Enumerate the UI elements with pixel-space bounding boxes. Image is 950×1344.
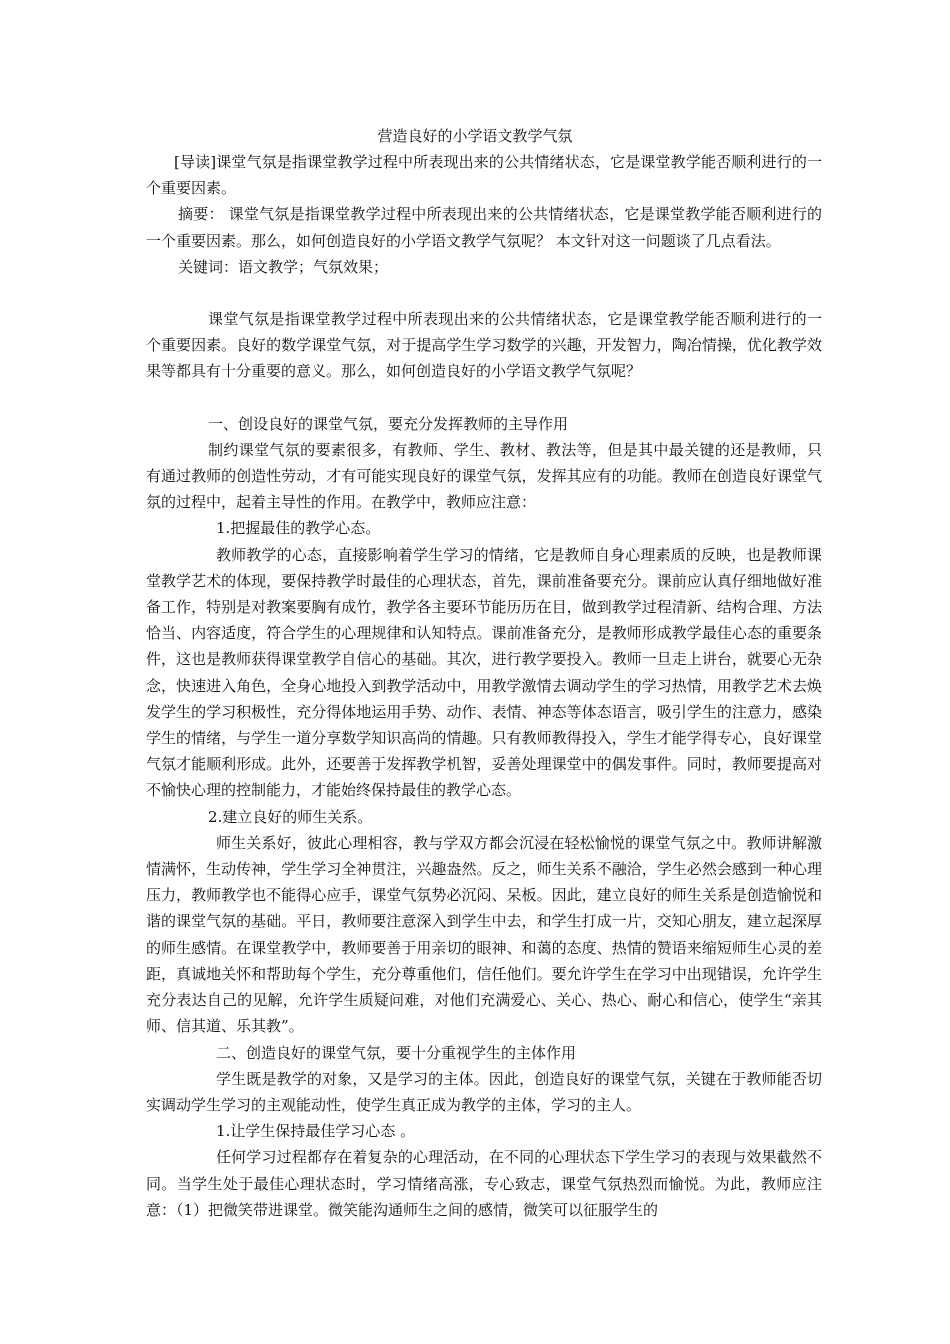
spacer xyxy=(146,385,822,411)
document-body xyxy=(146,149,822,1223)
spacer xyxy=(146,280,822,306)
intro-paragraph: 课堂气氛是指课堂教学过程中所表现出来的公共情绪状态，它是课堂教学能否顺利进行的一个重要因素。良好的数学课堂气氛，对于提高学生学习数学的兴趣，开发智力，陶冶情操，优化教学效果等都具有十分重要的意义。那么，如何创造良好的小学语文教学气氛呢？ xyxy=(146,310,822,381)
lead-paragraph: [导读]课堂气氛是指课堂教学过程中所表现出来的公共情绪状态，它是课堂教学能否顺利进行的一个重要因素。 xyxy=(146,153,822,198)
section-1-sub-2-heading: 2.建立良好的师生关系。 xyxy=(208,807,373,826)
abstract-paragraph: 摘要： 课堂气氛是指课堂教学过程中所表现出来的公共情绪状态，它是课堂教学能否顺利进行的一个重要因素。那么，如何创造良好的小学语文教学气氛呢？ 本文针对这一问题谈了几点看法。 xyxy=(146,205,822,250)
section-1-paragraph: 制约课堂气氛的要素很多，有教师、学生、教材、教法等，但是其中最关键的还是教师，只有通过教师的创造性劳动，才有可能实现良好的课堂气氛，发挥其应有的功能。教师在创造良好课堂气氛的过程中，起着主导性的作用。在教学中，教师应注意： xyxy=(146,440,822,512)
section-2-sub-1-heading: 1.让学生保持最佳学习心态 。 xyxy=(216,1122,416,1141)
section-1-heading: 一、创设良好的课堂气氛，要充分发挥教师的主导作用 xyxy=(208,414,569,433)
section-2-sub-1-paragraph: 任何学习过程都存在着复杂的心理活动，在不同的心理状态下学生学习的表现与效果截然不同。当学生处于最佳心理状态时，学习情绪高涨，专心致志，课堂气氛热烈而愉悦。为此，教师应注意：（1）把微笑带进课堂。微笑能沟通师生之间的感情，微笑可以征服学生的 xyxy=(146,1148,822,1219)
section-2-heading: 二、创造良好的课堂气氛，要十分重视学生的主体作用 xyxy=(216,1043,577,1062)
section-1-sub-1-heading: 1.把握最佳的教学心态。 xyxy=(216,519,381,538)
section-1-sub-1-paragraph: 教师教学的心态，直接影响着学生学习的情绪，它是教师自身心理素质的反映，也是教师课堂教学艺术的体现，要保持教学时最佳的心理状态，首先，课前准备要充分。课前应认真仔细地做好准备工作，特别是对教案要胸有成竹，教学各主要环节能历历在目，做到教学过程清新、结构合理、方法恰当、内容适度，符合学生的心理规律和认知特点。课前准备充分，是教师形成教学最佳心态的重要条件，这也是教师获得课堂教学自信心的基础。其次，进行教学要投入。教师一旦走上讲台，就要心无杂念，快速进入角色，全身心地投入到教学活动中，用教学激情去调动学生的学习热情，用教学艺术去焕发学生的学习积极性，充分得体地运用手势、动作、表情、神态等体态语言，吸引学生的注意力，感染学生的情绪，与学生一道分享数学知识高尚的情趣。只有教师教得投入，学生才能学得专心，良好课堂气氛才能顺利形成。此外，还要善于发挥教学机智，妥善处理课堂中的偶发事件。同时，教师要提高对不愉快心理的控制能力，才能始终保持最佳的教学心态。 xyxy=(146,545,822,800)
document-title: 营造良好的小学语文教学气氛 xyxy=(377,127,573,145)
keywords-line: 关键词：语文教学；气氛效果； xyxy=(178,257,389,276)
section-2-paragraph: 学生既是教学的对象，又是学习的主体。因此，创造良好的课堂气氛，关键在于教师能否切实调动学生学习的主观能动性，使学生真正成为教学的主体，学习的主人。 xyxy=(146,1069,822,1114)
section-1-sub-2-paragraph: 师生关系好，彼此心理相容，教与学双方都会沉浸在轻松愉悦的课堂气氛之中。教师讲解激情满怀，生动传神，学生学习全神贯注，兴趣盎然。反之，师生关系不融洽，学生必然会感到一种心理压力，教师教学也不能得心应手，课堂气氛势必沉闷、呆板。因此，建立良好的师生关系是创造愉悦和谐的课堂气氛的基础。平日，教师要注意深入到学生中去，和学生打成一片，交知心朋友，建立起深厚的师生感情。在课堂教学中，教师要善于用亲切的眼神、和蔼的态度、热情的赞语来缩短师生心灵的差距，真诚地关怀和帮助每个学生，充分尊重他们，信任他们。要允许学生在学习中出现错误，允许学生充分表达自己的见解，允许学生质疑问难，对他们充满爱心、关心、热心、耐心和信心，使学生“亲其师、信其道、乐其教”。 xyxy=(146,833,822,1036)
